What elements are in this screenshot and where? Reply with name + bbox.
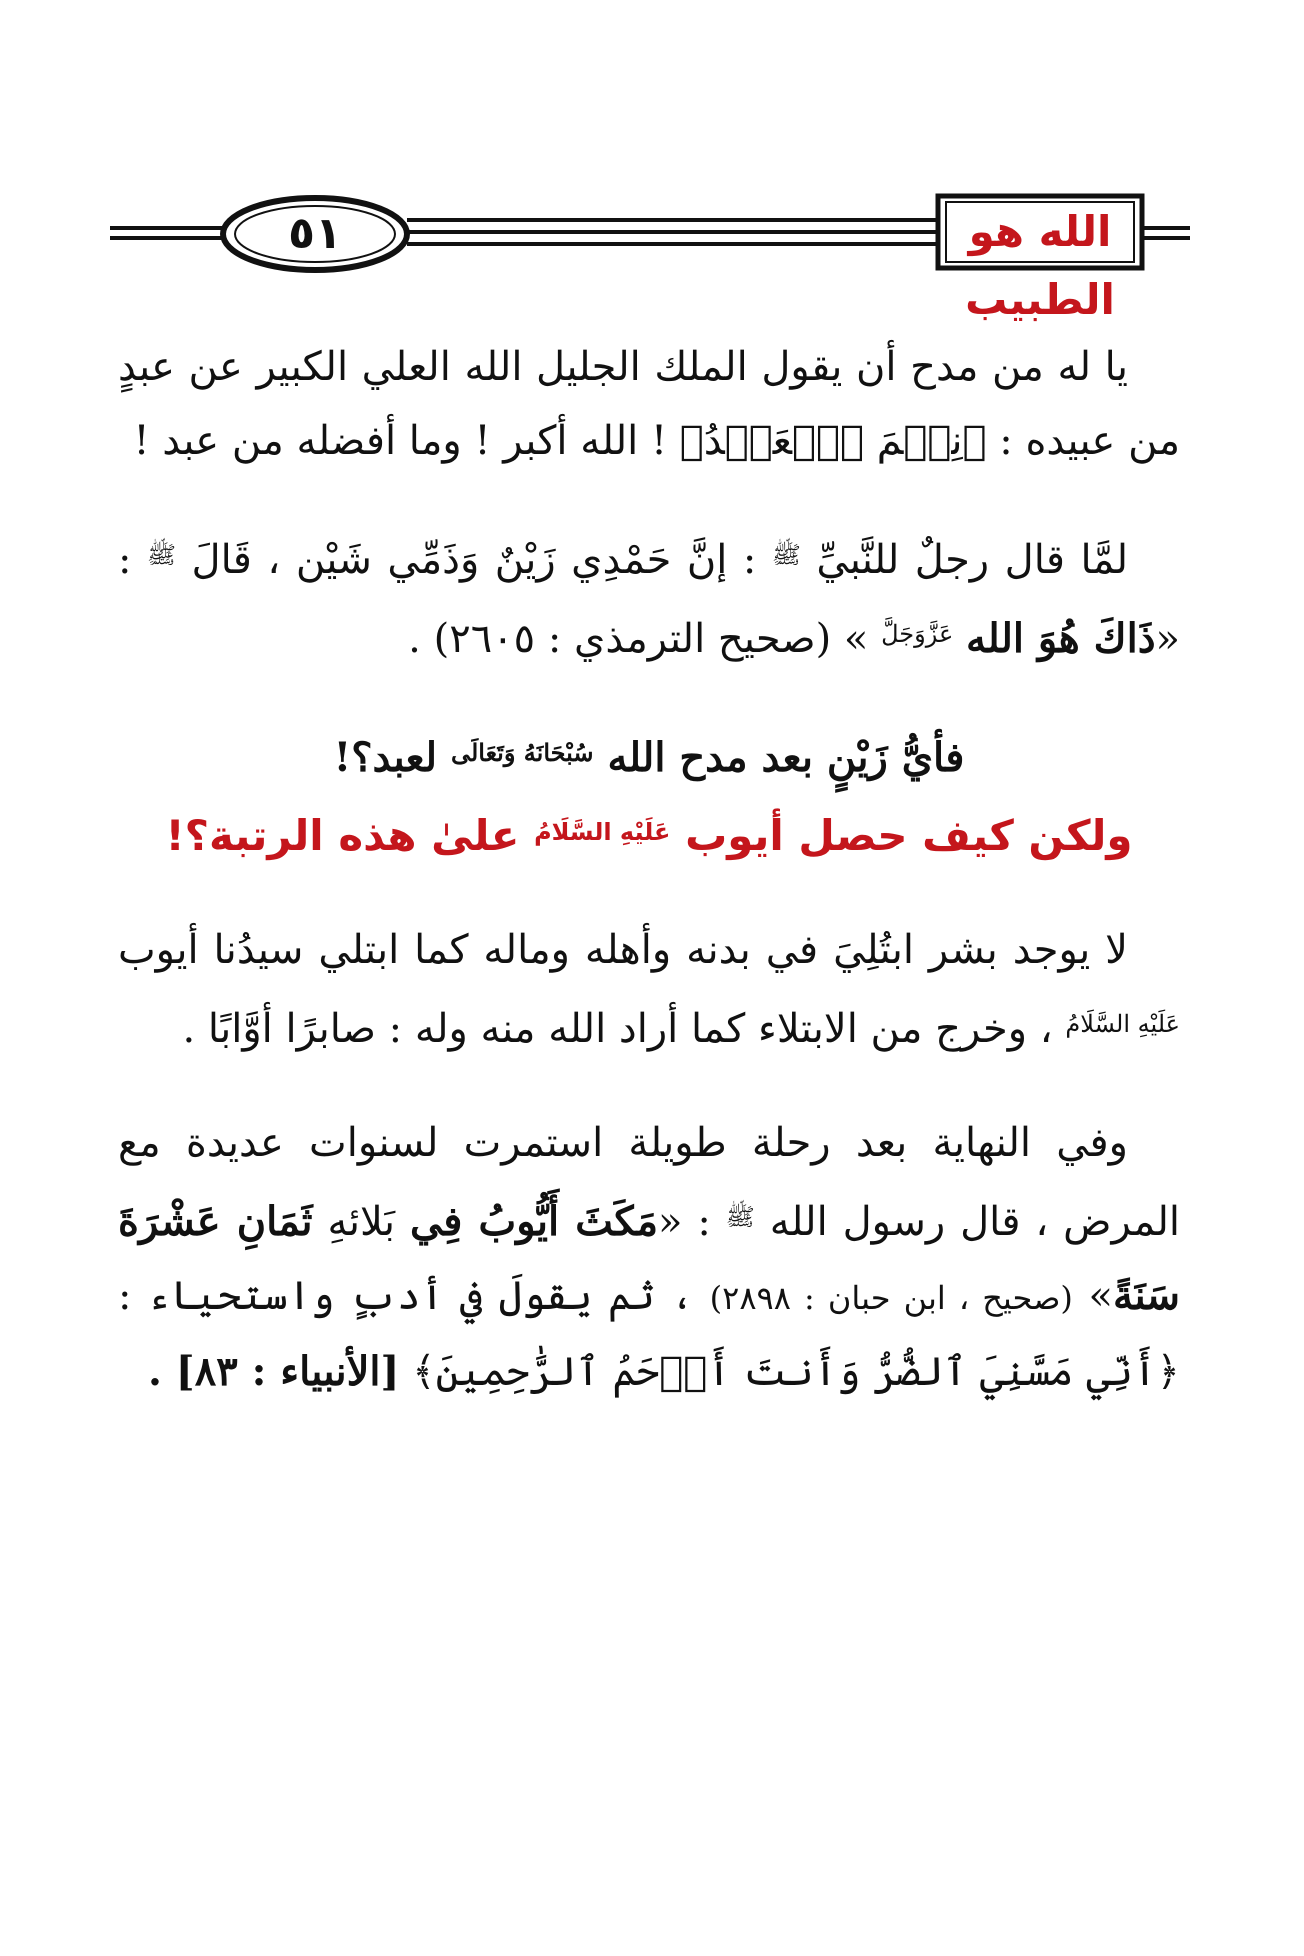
paragraph-1-text: يا له من مدح أن يقول الملك الجليل الله العلي الكبير عن عبدٍ من عبيده : ﴿نِعۡمَ ٱلۡعَبۡدُ﴾ ! الله أكبر ! وما أفضله من عبد !: [118, 344, 1180, 464]
p2-text-a: لمَّا قال رجلٌ للنَّبيِّ: [816, 537, 1129, 583]
quran-reference: [الأنبياء : ٨٣] .: [147, 1348, 400, 1395]
hadith-source: (صحيح ، ابن حبان : ٢٨٩٨): [709, 1279, 1073, 1317]
question-1: [118, 716, 1180, 795]
honorific-saw: ﷺ: [147, 541, 176, 569]
hadith-quote: مَكَثَ أَيُّوبُ فِي: [409, 1198, 659, 1245]
page-number: ٥١: [288, 208, 342, 259]
honorific-alayhi: عَلَيْهِ السَّلَامُ: [1065, 1010, 1180, 1038]
hadith-quote: ثَمَانِ عَشْرَةَ سَنَةً: [118, 1198, 1181, 1319]
paragraph-1: [118, 330, 1180, 478]
p3-text-b: ، وخرج من الابتلاء كما أراد الله منه وله : صابرًا أوَّابًا .: [182, 1006, 1053, 1052]
honorific-alayhi: عَلَيْهِ السَّلَامُ: [534, 818, 671, 846]
page-header: [110, 190, 1190, 324]
paragraph-3: [118, 913, 1180, 1066]
q2-text-a: ولكن كيف حصل أيوب: [685, 811, 1133, 860]
q1-text-a: فأيُّ زَيْنٍ بعد مدح الله: [607, 734, 965, 781]
q2-text-b: علىٰ هذه الرتبة؟!: [165, 811, 520, 860]
p2-text-b: : إنَّ حَمْدِي زَيْنٌ وَذَمِّي شَيْن ، قَالَ: [191, 537, 757, 583]
honorific-saw: ﷺ: [771, 541, 801, 569]
p3-text-a: لا يوجد بشر ابتُلِيَ في بدنه وأهله وماله كما ابتلي سيدُنا أيوب: [118, 927, 1128, 973]
question-2: [118, 795, 1180, 873]
p4-text-b: : «: [658, 1199, 711, 1245]
p4-text-c: بَلائهِ: [327, 1199, 396, 1245]
p4-text-e: ، ثم يقولَ في أدبٍ واستحياء : ﴿أَنِّي مَسَّنِيَ ٱلضُّرُّ وَأَنتَ أَرۡحَمُ ٱلرَّٰحِمِينَ﴾: [118, 1273, 1180, 1395]
paragraph-2: [118, 518, 1180, 676]
chapter-title: الله هو الطبيب: [965, 207, 1115, 324]
honorific-subhanahu: سُبْحَانَهُ وَتَعَالَى: [450, 738, 594, 767]
hadith-quote: ذَاكَ هُوَ الله: [966, 615, 1156, 662]
page-body: [118, 330, 1180, 1449]
p2-text-d: » (صحيح الترمذي : ٢٦٠٥) .: [408, 616, 869, 662]
p4-text-d: »: [1088, 1273, 1113, 1319]
honorific-azza: عَزَّوَجَلَّ: [881, 620, 954, 648]
p4-text-a: وفي النهاية بعد رحلة طويلة استمرت لسنوات عديدة مع المرض ، قال رسول الله: [118, 1120, 1181, 1245]
paragraph-4: [118, 1106, 1180, 1409]
honorific-saw: ﷺ: [725, 1203, 755, 1231]
q1-text-b: لعبد؟!: [333, 734, 438, 781]
p2-text-c: : «: [118, 537, 1180, 662]
